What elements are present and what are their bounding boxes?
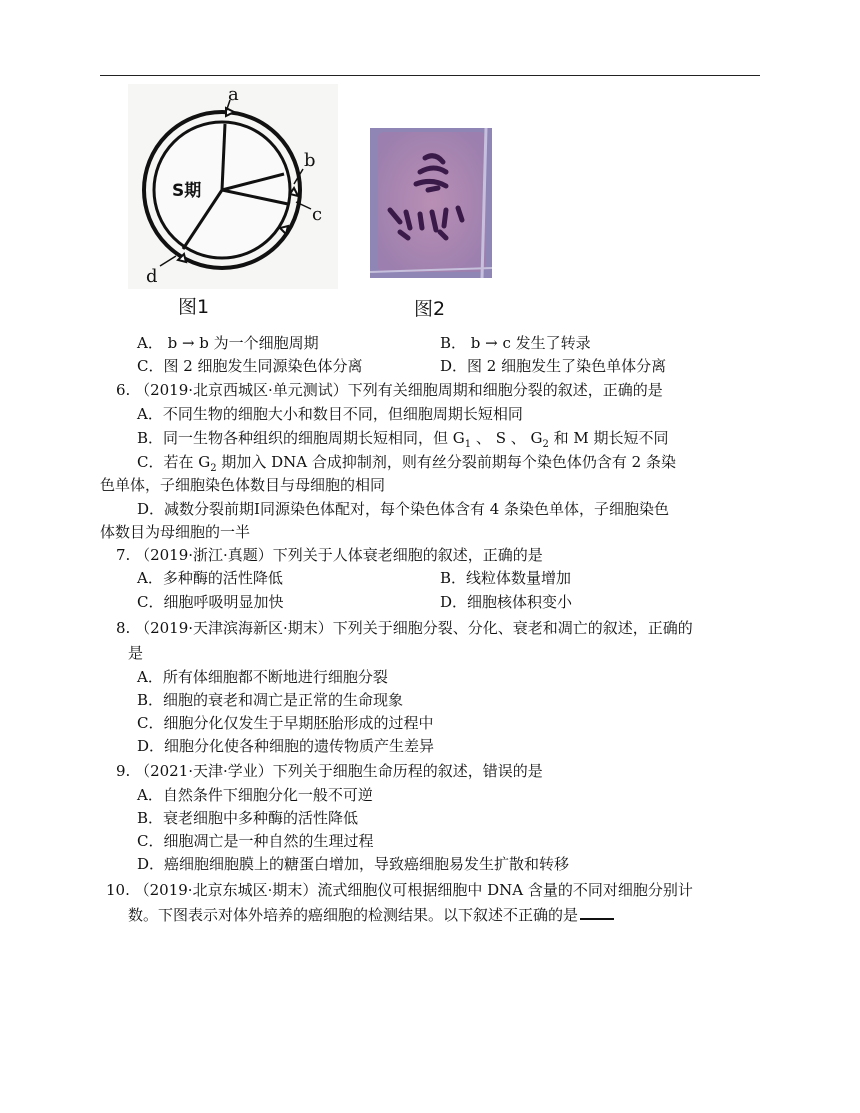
figure-1-caption: 图1 — [178, 296, 210, 318]
label-d: d — [146, 266, 158, 287]
label-c: c — [312, 204, 323, 225]
q8-stem-line1: 8. （2019·天津滨海新区·期末）下列关于细胞分裂、分化、衰老和凋亡的叙述，正确的 — [116, 619, 693, 637]
q9-option-d: D．癌细胞细胞膜上的糖蛋白增加，导致癌细胞易发生扩散和转移 — [137, 855, 570, 873]
q8-option-d: D．细胞分化使各种细胞的遗传物质产生差异 — [137, 737, 435, 755]
q7-stem: 7. （2019·浙江·真题）下列关于人体衰老细胞的叙述，正确的是 — [116, 546, 543, 564]
q8-option-b: B．细胞的衰老和凋亡是正常的生命现象 — [137, 691, 404, 709]
q6-stem: 6. （2019·北京西城区·单元测试）下列有关细胞周期和细胞分裂的叙述，正确的是 — [116, 381, 663, 399]
q5-option-b: B． b → c 发生了转录 — [440, 334, 591, 352]
figure-2-caption: 图2 — [414, 298, 446, 320]
q8-stem-line2: 是 — [128, 644, 144, 662]
q7-option-d: D．细胞核体积变小 — [440, 593, 573, 611]
q6-option-c-line1: C．若在 $G_2$ 期加入 DNA 合成抑制剂，则有丝分裂前期每个染色体仍含有 2 条染 — [137, 453, 676, 474]
q7-option-a: A．多种酶的活性降低 — [137, 569, 283, 587]
q10-stem-line1: 10. （2019·北京东城区·期末）流式细胞仪可根据细胞中 DNA 含量的不同对细胞分别计 — [106, 881, 693, 899]
q5-option-d: D．图 2 细胞发生了染色单体分离 — [440, 357, 667, 375]
q9-option-a: A．自然条件下细胞分化一般不可逆 — [137, 786, 373, 804]
label-b: b — [304, 150, 316, 171]
label-s-phase: S期 — [172, 181, 202, 201]
q5-option-c: C．图 2 细胞发生同源染色体分离 — [137, 357, 363, 375]
q9-option-c: C．细胞凋亡是一种自然的生理过程 — [137, 832, 374, 850]
answer-blank — [580, 904, 614, 920]
mitosis-micrograph — [370, 128, 492, 278]
q6-option-d-line2: 体数目为母细胞的一半 — [100, 523, 251, 541]
q7-option-b: B．线粒体数量增加 — [440, 569, 572, 587]
q6-option-c-line2: 色单体，子细胞染色体数目与母细胞的相同 — [100, 476, 386, 494]
q8-option-a: A．所有体细胞都不断地进行细胞分裂 — [137, 668, 388, 686]
header-rule — [100, 75, 760, 76]
q6-option-a: A．不同生物的细胞大小和数目不同，但细胞周期长短相同 — [137, 405, 523, 423]
q7-option-c: C．细胞呼吸明显加快 — [137, 593, 284, 611]
q9-stem: 9. （2021·天津·学业）下列关于细胞生命历程的叙述，错误的是 — [116, 762, 543, 780]
cell-cycle-diagram — [128, 84, 338, 289]
q6-option-b: B．同一生物各种组织的细胞周期长短相同，但 $G_1$ 、 S 、 $G_2$ 和 M 期长短不同 — [137, 429, 669, 450]
q8-option-c: C．细胞分化仅发生于早期胚胎形成的过程中 — [137, 714, 434, 732]
q10-stem-line2: 数。下图表示对体外培养的癌细胞的检测结果。以下叙述不正确的是 — [128, 904, 614, 926]
q9-option-b: B．衰老细胞中多种酶的活性降低 — [137, 809, 359, 827]
label-a: a — [228, 84, 239, 105]
q6-option-d-line1: D．减数分裂前期Ⅰ同源染色体配对，每个染色体含有 4 条染色单体，子细胞染色 — [137, 500, 670, 518]
q5-option-a: A． b → b 为一个细胞周期 — [137, 334, 319, 352]
